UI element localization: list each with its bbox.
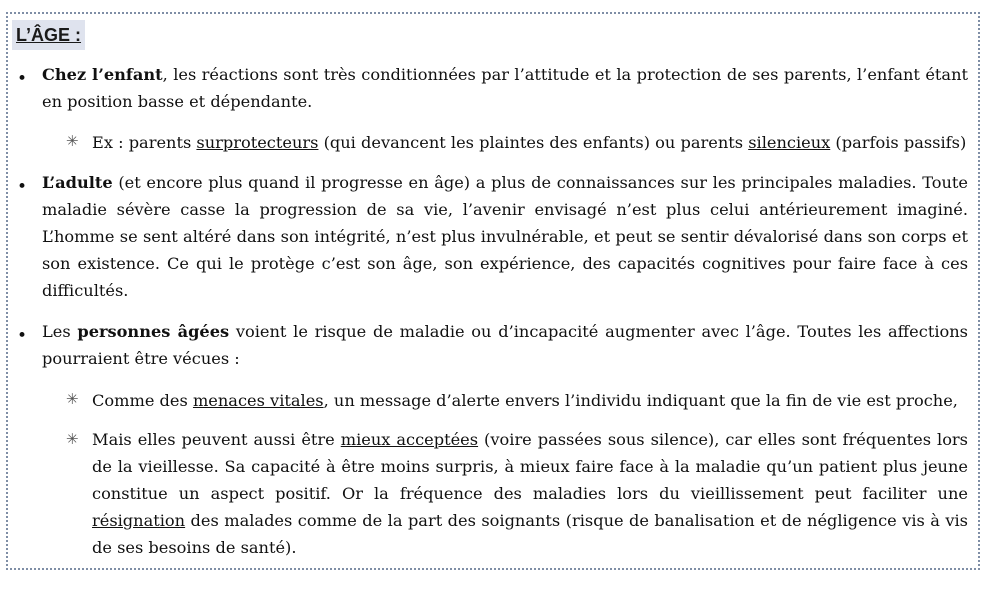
sub-item-example	[92, 129, 968, 156]
bold-lead-personnes-agees: personnes âgées	[77, 322, 230, 341]
paragraph-personnes-agees-text: voient le risque de maladie ou d’incapacité augmenter avec l’âge. Toutes les affections pourraient être vécues :	[42, 322, 968, 368]
sub-item-text: , un message d’alerte envers l’individu indiquant que la fin de vie est proche,	[323, 391, 958, 410]
sub-item-text: (voire passées sous silence), car elles sont fréquentes lors de la vieillesse. Sa capacité à être moins surpris, à mieux faire face à la maladie qu’un patient plus jeune constitue un aspect positif. Or la fréquence des maladies lors du vieillissement peut faciliter une	[92, 430, 968, 503]
paragraph-enfant	[42, 61, 968, 115]
bold-lead-adulte: L’adulte	[42, 173, 113, 192]
underlined-term: silencieux	[748, 133, 831, 152]
underlined-term: surprotecteurs	[196, 133, 319, 152]
paragraph-enfant-text: , les réactions sont très conditionnées par l’attitude et la protection de ses parents, l’enfant étant en position basse et dépendante.	[42, 65, 969, 111]
sub-item-text: des malades comme de la part des soignants (risque de banalisation et de négligence vis à vis de ses besoins de santé).	[92, 511, 968, 557]
bullet-marker: •	[17, 69, 28, 89]
paragraph-adulte	[42, 169, 968, 304]
sub-item-text: Comme des	[92, 391, 193, 410]
bullet-marker: •	[17, 326, 28, 346]
star-marker: ✳	[66, 132, 79, 150]
bullet-marker: •	[17, 177, 28, 197]
underlined-term: menaces vitales	[192, 391, 324, 410]
star-marker: ✳	[66, 430, 79, 448]
sub-item-text: Ex : parents	[92, 133, 197, 152]
section-heading: L’ÂGE :	[12, 20, 85, 50]
star-marker: ✳	[66, 390, 79, 408]
bold-lead-enfant: Chez l’enfant	[42, 65, 163, 84]
paragraph-text: Les	[42, 322, 78, 341]
paragraph-adulte-text: (et encore plus quand il progresse en âge) a plus de connaissances sur les principales maladies. Toute maladie sévère casse la progression de sa vie, l’avenir envisagé n’est plus celui antérieurement imaginé. L’homme se sent altéré dans son intégrité, n’est plus invulnérable, et peut se sentir dévalorisé dans son corps et son existence. Ce qui le protège c’est son âge, son expérience, des capacités cognitives pour faire face à ces difficultés.	[42, 173, 968, 300]
paragraph-personnes-agees	[42, 318, 968, 372]
sub-item-text: (parfois passifs)	[830, 133, 967, 152]
sub-item-text: (qui devancent les plaintes des enfants) ou parents	[318, 133, 749, 152]
sub-item-menaces	[92, 387, 968, 414]
underlined-term: mieux acceptées	[340, 430, 479, 449]
sub-item-acceptees	[92, 426, 968, 561]
underlined-term: résignation	[92, 511, 186, 530]
sub-item-text: Mais elles peuvent aussi être	[92, 430, 341, 449]
